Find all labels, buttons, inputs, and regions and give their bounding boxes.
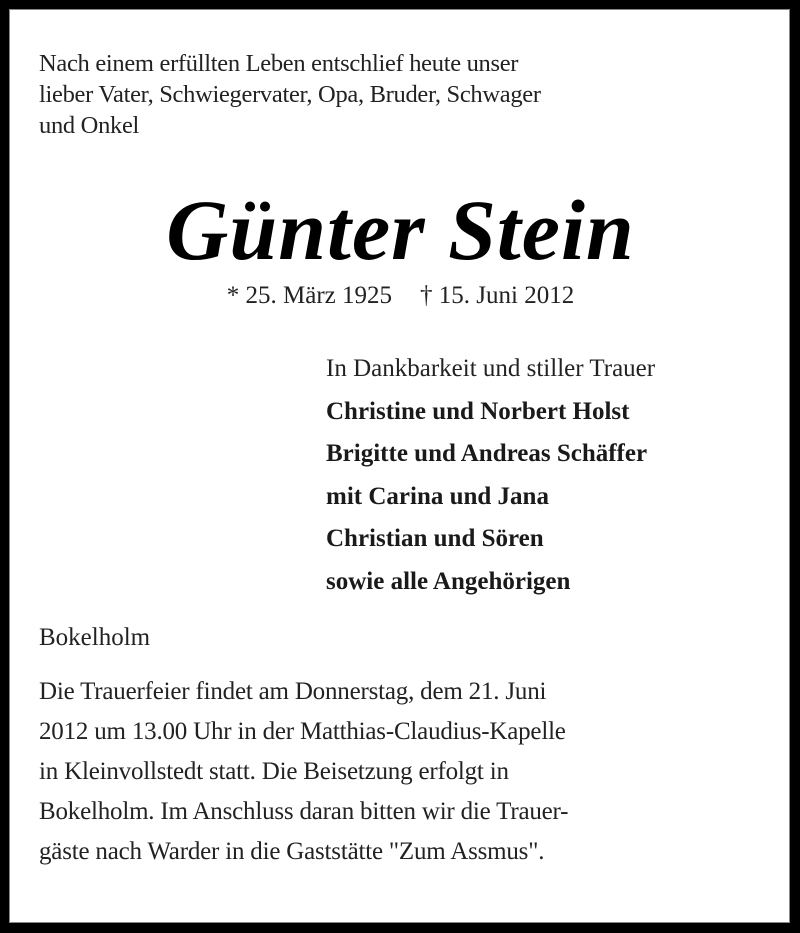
ceremony-line: Bokelholm. Im Anschluss daran bitten wir die Trauer- [39,798,569,825]
obituary-notice [9,9,790,923]
mourners-block [326,348,786,603]
birth-date: * 25. März 1925 [226,282,393,309]
intro-line: lieber Vater, Schwiegervater, Opa, Bruder, Schwager [39,81,541,108]
place-name: Bokelholm [39,624,151,651]
mourner-line: mit Carina und Jana [326,482,549,510]
intro-line: Nach einem erfüllten Leben entschlief heute unser [39,50,519,77]
mourner-line: Christine und Norbert Holst [326,397,630,425]
mourner-line: sowie alle Angehörigen [326,567,571,595]
life-dates [10,280,791,312]
ceremony-details [39,672,759,872]
mourner-line: Christian und Sören [326,525,544,552]
deceased-name: Günter Stein [166,182,635,278]
death-date: † 15. Juni 2012 [420,282,575,309]
mourners-intro: In Dankbarkeit und stiller Trauer [326,355,656,382]
ceremony-line: in Kleinvollstedt statt. Die Beisetzung erfolgt in [39,758,509,785]
mourner-line: Brigitte und Andreas Schäffer [326,440,648,467]
intro-text [39,48,759,141]
ceremony-line: Die Trauerfeier findet am Donnerstag, dem 21. Juni [39,678,547,705]
ceremony-line: gäste nach Warder in die Gaststätte "Zum Assmus". [39,838,545,865]
intro-line: und Onkel [39,112,140,139]
ceremony-line: 2012 um 13.00 Uhr in der Matthias-Claudius-Kapelle [39,718,566,745]
